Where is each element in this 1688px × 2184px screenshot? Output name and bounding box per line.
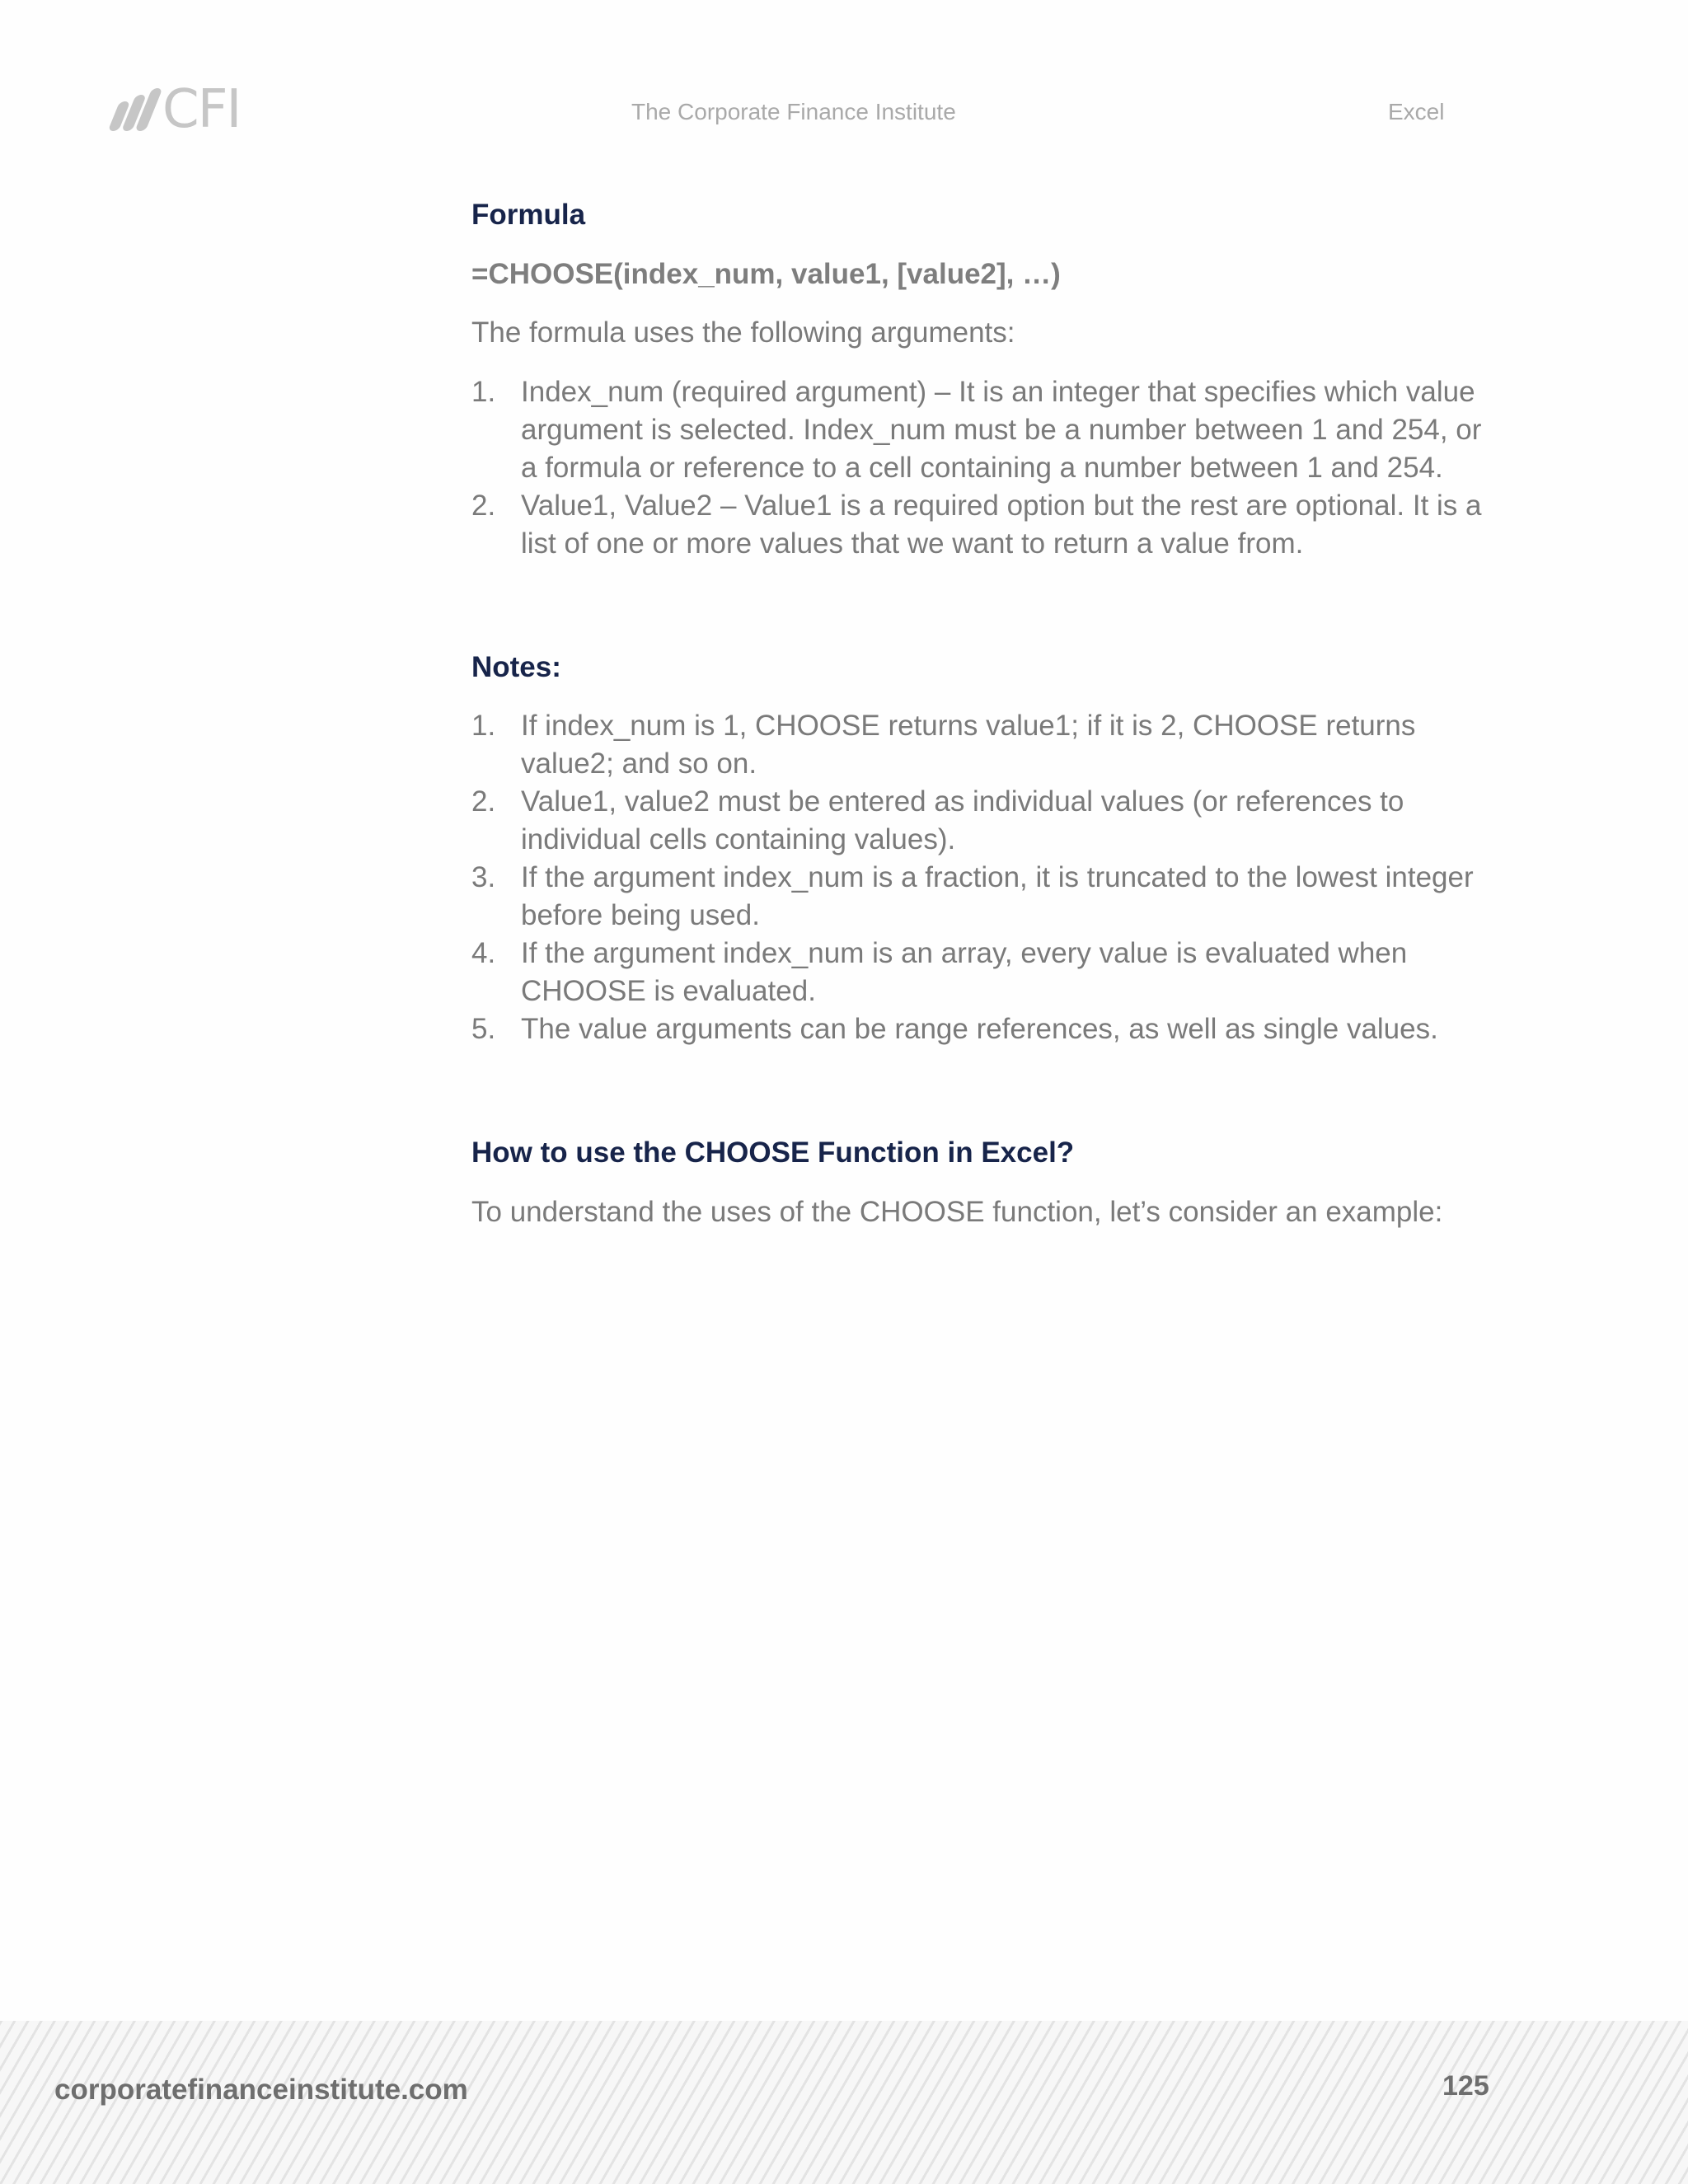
notes-heading: Notes: xyxy=(471,650,561,683)
list-item-number: 3. xyxy=(471,861,496,893)
list-item-text: If the argument index_num is an array, every value is evaluated when CHOOSE is evaluated. xyxy=(521,937,1408,1007)
header-section-name: Excel xyxy=(1388,99,1445,124)
page-header xyxy=(0,0,1688,165)
footer-website: corporatefinanceinstitute.com xyxy=(54,2074,468,2106)
list-item xyxy=(471,783,1493,859)
list-item-number: 2. xyxy=(471,489,496,522)
list-item xyxy=(471,1010,1493,1048)
list-item-text: If the argument index_num is a fraction, it is truncated to the lowest integer before being used. xyxy=(521,861,1474,931)
list-item xyxy=(471,373,1493,487)
list-item-number: 5. xyxy=(471,1013,496,1045)
page-content xyxy=(471,196,1493,1230)
list-item-text: Index_num (required argument) – It is an integer that specifies which value argument is selected. Index_num must be a number between 1 and 254, or a formula or reference to a cell containing a number between 1 and 254. xyxy=(521,375,1482,484)
list-item-number: 2. xyxy=(471,785,496,818)
formula-intro: The formula uses the following arguments: xyxy=(471,316,1015,349)
list-item-text: Value1, value2 must be entered as individual values (or references to individual cells containing values). xyxy=(521,785,1404,855)
formula-heading: Formula xyxy=(471,199,586,231)
list-item-text: Value1, Value2 – Value1 is a required option but the rest are optional. It is a list of one or more values that we want to return a value from. xyxy=(521,489,1482,560)
cfi-logo-icon xyxy=(114,88,154,131)
list-item xyxy=(471,487,1493,563)
formula-syntax: =CHOOSE(index_num, value1, [value2], …) xyxy=(471,257,1061,290)
page-number: 125 xyxy=(1442,2070,1489,2102)
list-item-number: 1. xyxy=(471,375,496,408)
list-item-number: 4. xyxy=(471,937,496,969)
list-item-text: The value arguments can be range references, as well as single values. xyxy=(521,1013,1438,1045)
list-item-number: 1. xyxy=(471,710,496,742)
list-item xyxy=(471,859,1493,935)
howto-heading: How to use the CHOOSE Function in Excel? xyxy=(471,1137,1075,1169)
page-footer xyxy=(0,2021,1688,2184)
list-item xyxy=(471,935,1493,1010)
howto-intro: To understand the uses of the CHOOSE function, let’s consider an example: xyxy=(471,1195,1443,1228)
cfi-logo-text: CFI xyxy=(162,79,241,140)
arguments-list xyxy=(471,373,1493,563)
list-item-text: If index_num is 1, CHOOSE returns value1; if it is 2, CHOOSE returns value2; and so on. xyxy=(521,710,1416,780)
list-item xyxy=(471,707,1493,783)
notes-list xyxy=(471,707,1493,1048)
cfi-logo xyxy=(114,81,262,138)
header-institute-name: The Corporate Finance Institute xyxy=(631,99,956,124)
